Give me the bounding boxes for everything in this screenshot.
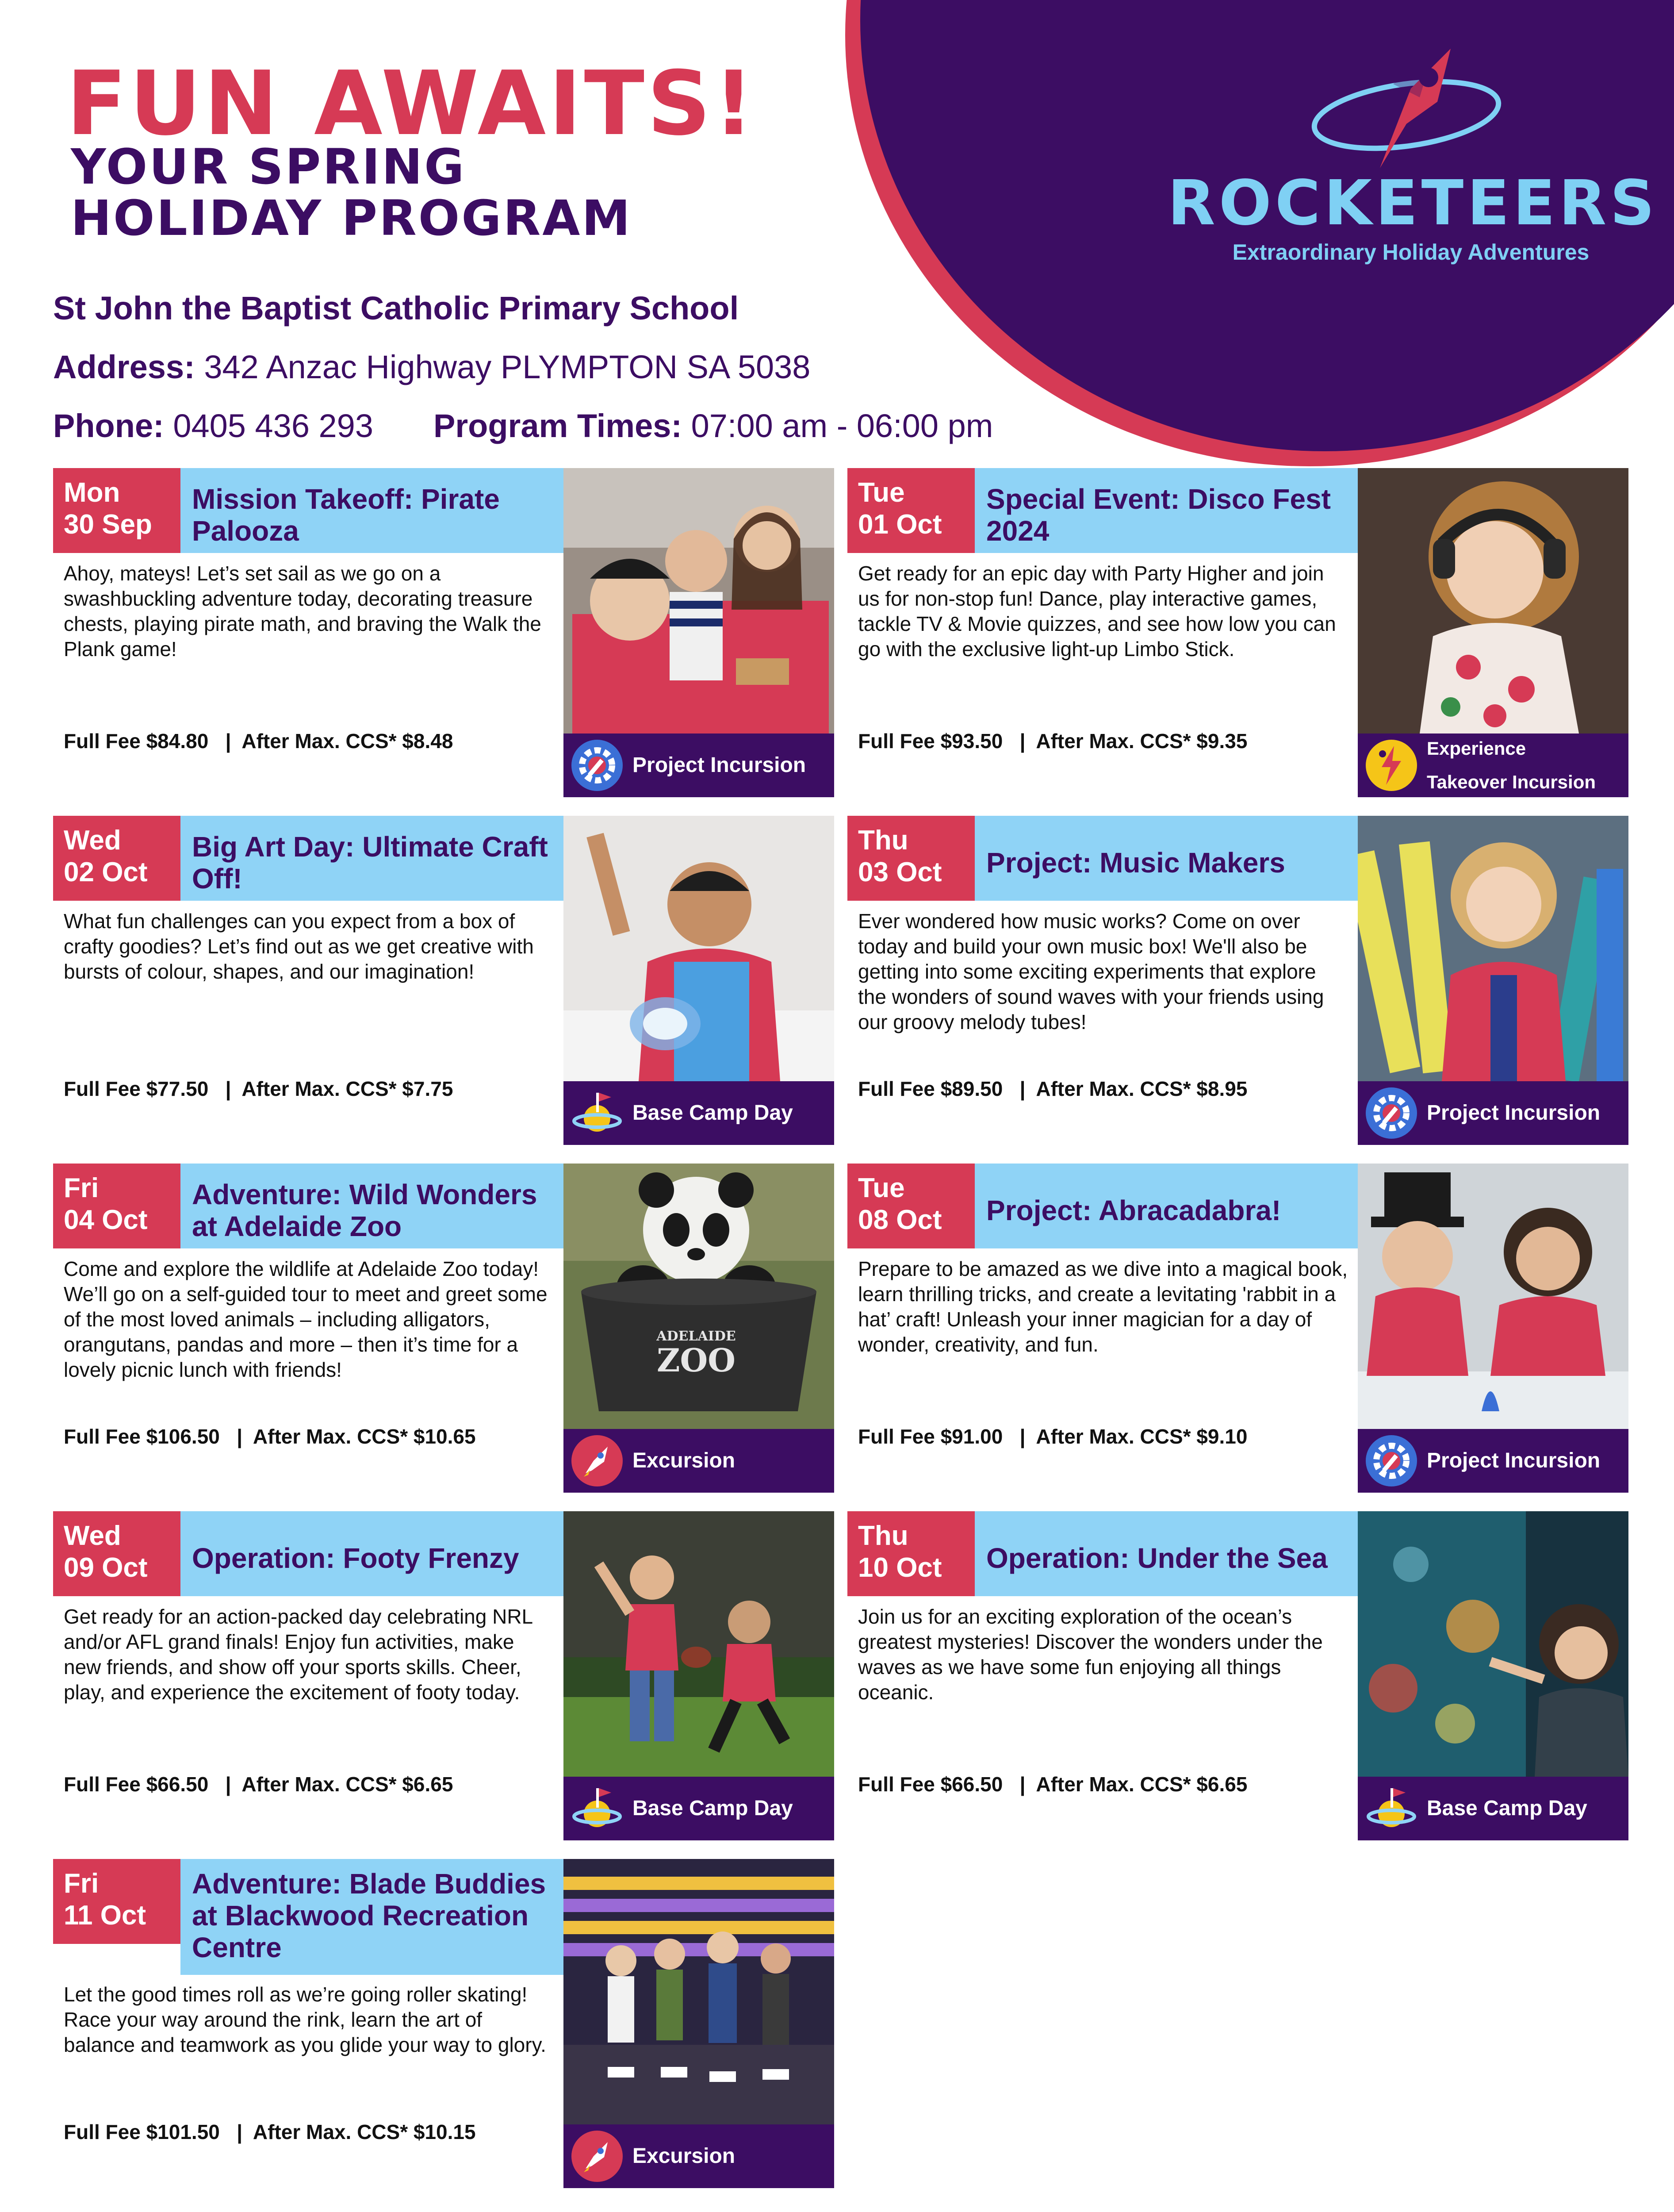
card-title: Operation: Footy Frenzy [192,1542,519,1574]
card-date: 11 Oct [64,1900,146,1931]
date-block [53,1859,180,1944]
program-card [53,816,834,1145]
program-card [53,1164,834,1493]
card-description: Come and explore the wildlife at Adelaide Zoo today! We’ll go on a self-guided tour to meet and greet some of the most loved animals – including alligators, orangutans, pandas and more – then it’s time for a lovely picnic lunch with friends! [64,1257,548,1381]
card-title: Adventure: Blade Buddies at Blackwood Recreation Centre [192,1868,546,1963]
date-block [847,468,975,553]
card-date: 30 Sep [64,509,152,540]
zoo-sign-caption-2: ZOO [657,1341,735,1379]
gear-wrench-icon [1365,1434,1418,1487]
program-card [847,1164,1628,1493]
phone-line [53,407,373,444]
activity-type-badge [1358,733,1628,797]
card-description: Get ready for an epic day with Party Higher and join us for non-stop fun! Dance, play interactive games, tackle TV & Movie quizzes, and see how low you can go with the exclusive light-up Limbo Stick. [858,562,1336,661]
gear-wrench-icon [1365,1087,1418,1140]
brand-name: ROCKETEERS [1168,167,1659,239]
card-fee: Full Fee $93.50 | After Max. CCS* $9.35 [858,730,1248,753]
card-day: Mon [64,477,120,508]
card-title-block [975,468,1358,553]
activity-type-line2: Takeover Incursion [1427,772,1596,792]
card-date: 04 Oct [64,1205,148,1235]
card-day: Thu [858,825,908,856]
card-day: Tue [858,1173,905,1203]
card-title-block [975,816,1358,901]
card-date: 01 Oct [858,509,942,540]
date-block [847,816,975,901]
card-title: Mission Takeoff: Pirate Palooza [192,483,500,547]
card-description: Prepare to be amazed as we dive into a magical book, learn thrilling tricks, and create a levitating 'rabbit in a hat’ craft! Unleash your inner magician for a day of wonder, creativity, and fun. [858,1257,1348,1356]
activity-type-badge [1358,1081,1628,1145]
activity-type-label: Project Incursion [1427,1448,1601,1472]
activity-type-label: Project Incursion [1427,1101,1601,1125]
card-day: Fri [64,1173,99,1203]
card-day: Thu [858,1521,908,1551]
card-fee: Full Fee $66.50 | After Max. CCS* $6.65 [64,1773,453,1796]
card-date: 02 Oct [64,857,148,887]
date-block [847,1164,975,1248]
card-date: 03 Oct [858,857,942,887]
card-fee: Full Fee $101.50 | After Max. CCS* $10.15 [64,2120,476,2143]
planet-flag-icon [571,1087,624,1140]
address-label: Address: [53,349,195,385]
activity-type-label: Excursion [632,1448,735,1472]
card-day: Tue [858,477,905,508]
activity-type-line1: Experience [1427,738,1526,759]
activity-type-badge [1358,1429,1628,1493]
card-description: Ahoy, mateys! Let’s set sail as we go on a swashbuckling adventure today, decorating treasure chests, playing pirate math, and braving the Walk the Plank game! [64,562,541,661]
activity-type-badge [563,2124,834,2188]
program-card [847,816,1628,1145]
brand-tagline: Extraordinary Holiday Adventures [1232,240,1590,265]
card-fee: Full Fee $66.50 | After Max. CCS* $6.65 [858,1773,1248,1796]
card-date: 09 Oct [64,1552,148,1583]
rocket-icon [571,2130,624,2183]
card-title-block [975,1164,1358,1248]
card-day: Wed [64,1521,121,1551]
card-date: 10 Oct [858,1552,942,1583]
program-times-line [433,407,993,444]
card-description: Let the good times roll as we’re going roller skating! Race your way around the rink, learn the art of balance and teamwork as you glide your way to glory. [64,1983,546,2056]
planet-flag-icon [571,1782,624,1835]
card-fee: Full Fee $89.50 | After Max. CCS* $8.95 [858,1077,1248,1100]
activity-type-label: Excursion [632,2144,735,2168]
lightning-person-icon [1365,739,1418,792]
footy-kids-photo [563,1511,834,1777]
panda-photo [563,1164,834,1429]
program-card [53,1859,834,2188]
card-title-block [180,816,563,901]
zoo-sign-caption-1: ADELAIDE [656,1329,736,1344]
phone-label: Phone: [53,407,164,444]
disco-girl-photo [1358,468,1628,733]
card-description: Get ready for an action-packed day celebrating NRL and/or AFL grand finals! Enjoy fun activities, make new friends, and show off your sports skills. Cheer, play, and experience the excitement of footy today. [64,1605,532,1704]
card-day: Wed [64,825,121,856]
aquarium-photo [1358,1511,1628,1777]
program-times-label: Program Times: [433,407,682,444]
date-block [53,1511,180,1596]
craft-boy-photo [563,816,834,1081]
music-tubes-photo [1358,816,1628,1081]
activity-type-badge [563,1429,834,1493]
program-card [53,468,834,797]
subheadline: YOUR SPRING HOLIDAY PROGRAM [71,138,632,246]
activity-type-label: Project Incursion [632,753,806,777]
card-title-block [975,1511,1358,1596]
program-card [847,468,1628,797]
activity-type-label [1427,732,1596,799]
card-title: Big Art Day: Ultimate Craft Off! [192,831,548,895]
activity-type-badge [563,1081,834,1145]
card-title: Adventure: Wild Wonders at Adelaide Zoo [192,1179,537,1242]
card-fee: Full Fee $91.00 | After Max. CCS* $9.10 [858,1425,1248,1448]
program-times-value: 07:00 am - 06:00 pm [682,407,993,444]
date-block [53,816,180,901]
date-block [53,1164,180,1248]
rocket-logo-icon [1305,35,1517,181]
rocket-icon [571,1434,624,1487]
card-description: Join us for an exciting exploration of the ocean’s greatest mysteries! Discover the wonders under the waves as we have some fun enjoying all things oceanic. [858,1605,1323,1704]
school-name: St John the Baptist Catholic Primary School [53,290,739,326]
card-title-block [180,1511,563,1596]
program-card [53,1511,834,1840]
magician-kids-photo [1358,1164,1628,1429]
roller-skating-photo [563,1859,834,2124]
card-title: Special Event: Disco Fest 2024 [986,483,1331,547]
card-day: Fri [64,1868,99,1899]
phone-value: 0405 436 293 [164,407,373,444]
date-block [53,468,180,553]
program-card [847,1511,1628,1840]
card-description: Ever wondered how music works? Come on over today and build your own music box! We'll also be getting into some exciting experiments that explore the wonders of sound waves with your friends using our groovy melody tubes! [858,910,1324,1033]
card-title-block [180,468,563,553]
address-value: 342 Anzac Highway PLYMPTON SA 5038 [195,349,811,385]
activity-type-label: Base Camp Day [632,1796,793,1820]
card-title-block [180,1859,563,1975]
card-date: 08 Oct [858,1205,942,1235]
activity-type-badge [563,1777,834,1840]
card-title: Project: Abracadabra! [986,1194,1281,1226]
activity-type-badge [563,733,834,797]
card-fee: Full Fee $84.80 | After Max. CCS* $8.48 [64,730,453,753]
card-description: What fun challenges can you expect from a box of crafty goodies? Let’s find out as we get creative with bursts of colour, shapes, and our imagination! [64,910,534,983]
pirate-kids-photo [563,468,834,733]
activity-type-badge [1358,1777,1628,1840]
card-title: Operation: Under the Sea [986,1542,1328,1574]
card-title-block [180,1164,563,1248]
headline: FUN AWAITS! [66,52,757,155]
planet-flag-icon [1365,1782,1418,1835]
gear-wrench-icon [571,739,624,792]
activity-type-label: Base Camp Day [1427,1796,1587,1820]
card-title: Project: Music Makers [986,847,1285,879]
card-fee: Full Fee $106.50 | After Max. CCS* $10.65 [64,1425,476,1448]
activity-type-label: Base Camp Day [632,1101,793,1125]
date-block [847,1511,975,1596]
card-fee: Full Fee $77.50 | After Max. CCS* $7.75 [64,1077,453,1100]
rocketeers-brand [1168,27,1659,274]
address-line [53,351,810,384]
